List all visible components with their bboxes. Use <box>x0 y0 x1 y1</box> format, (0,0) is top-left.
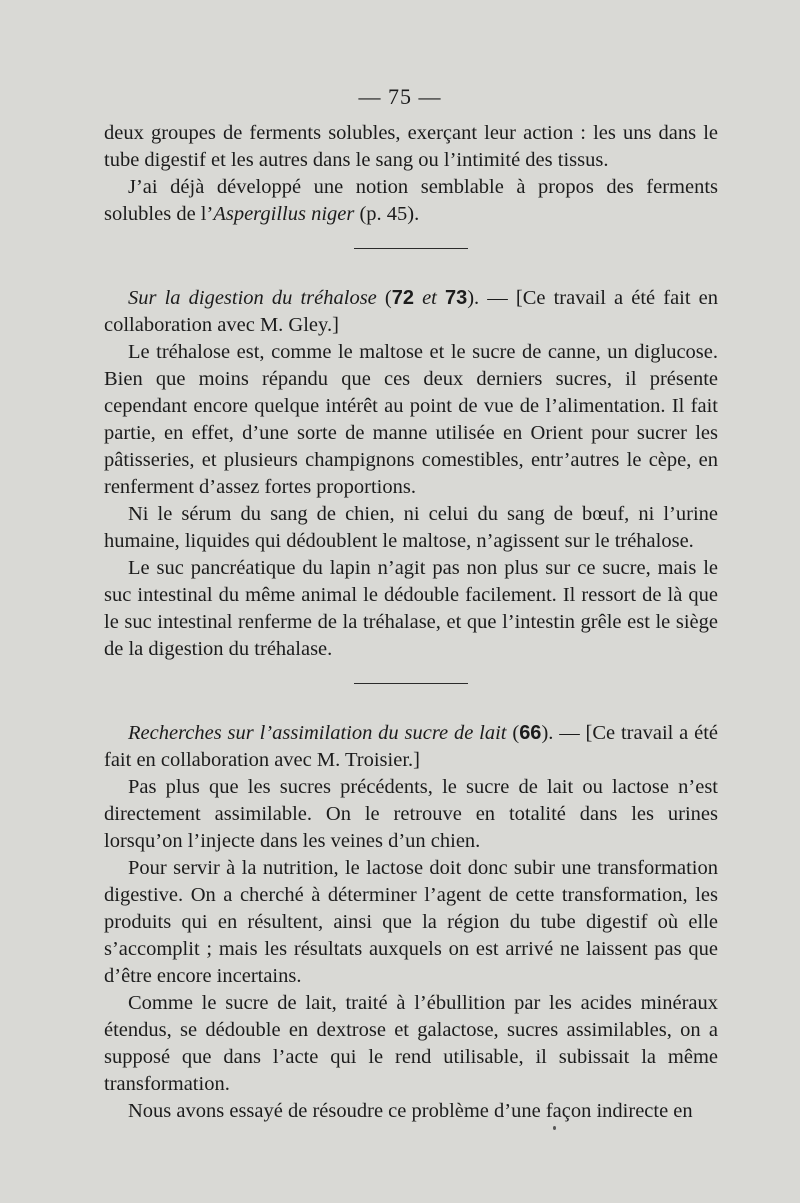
section-1-ref-et: et <box>413 287 445 309</box>
section-2-ref-66: 66 <box>519 722 542 744</box>
section-1-title: Sur la digestion du tréhalose <box>128 287 377 309</box>
section-1-heading <box>104 285 718 339</box>
species-name: Aspergillus niger <box>213 203 355 225</box>
section-divider <box>354 683 468 684</box>
section-2-title: Recherches sur l’assimilation du sucre de lait <box>128 722 507 744</box>
section-1-note: — [Ce travail a été fait en collaboration avec M. Gley.] <box>104 287 719 336</box>
section-2-paragraph-1: Pas plus que les sucres précédents, le sucre de lait ou lactose n’est directement assimilable. On le retrouve en totalité dans les urines lorsqu’on l’injecte dans les veines d’un chien. <box>104 776 718 852</box>
intro-p2-page-ref: (p. 45). <box>354 203 420 225</box>
section-1-ref-open: ( <box>376 287 392 309</box>
section-2-ref-open: ( <box>506 722 520 744</box>
section-2-paragraph-2: Pour servir à la nutrition, le lactose doit donc subir une transformation digestive. On a cherché à déterminer l’agent de cette transformation, les produits qui en résultent, ainsi que la région du tube digestif où elle s’accomplit ; mais les résultats auxquels on est arrivé ne laissent pas que d’être encore incertains. <box>104 857 718 987</box>
section-1-paragraph-2: Ni le sérum du sang de chien, ni celui du sang de bœuf, ni l’urine humaine, liquides qui dédoublent le maltose, n’agissent sur le tréhalose. <box>104 503 718 552</box>
page-body <box>104 120 718 1125</box>
intro-paragraph-1: deux groupes de ferments solubles, exerçant leur action : les uns dans le tube digestif et les autres dans le sang ou l’intimité des tissus. <box>104 122 718 171</box>
paper-speck <box>553 1126 556 1130</box>
section-1-paragraph-1: Le tréhalose est, comme le maltose et le sucre de canne, un diglucose. Bien que moins répandu que ces deux derniers sucres, il présente cependant encore quelque intérêt au point de vue de l’alimentation. Il fait partie, en effet, d’une sorte de manne utilisée en Orient pour sucrer les pâtisseries, et plusieurs champignons comestibles, entr’autres le cèpe, en renferment d’assez fortes proportions. <box>104 341 718 498</box>
section-2-heading <box>104 720 718 774</box>
intro-p2-text: J’ai déjà développé une notion semblable à propos des ferments solubles de l’ <box>104 176 718 225</box>
page-number: — 75 — <box>358 84 442 109</box>
section-1-ref-73: 73 <box>444 287 468 309</box>
section-2-note: — [Ce travail a été fait en collaboration avec M. Troisier.] <box>104 722 719 771</box>
section-divider <box>354 248 468 249</box>
section-1-ref-72: 72 <box>391 287 414 309</box>
intro-paragraph-2 <box>104 174 718 228</box>
section-2-paragraph-3: Comme le sucre de lait, traité à l’ébullition par les acides minéraux étendus, se dédouble en dextrose et galactose, sucres assimilables, on a supposé que dans l’acte qui le rend utilisable, il subissait la même transformation. <box>104 992 718 1095</box>
section-2-ref-close: ). <box>541 722 554 744</box>
section-1-paragraph-3: Le suc pancréatique du lapin n’agit pas non plus sur ce sucre, mais le suc intestinal du même animal le dédouble facilement. Il ressort de là que le suc intestinal renferme de la tréhalase, et que l’intestin grêle est le siège de la digestion du tréhalase. <box>104 557 718 660</box>
section-2-paragraph-4: Nous avons essayé de résoudre ce problème d’une façon indirecte en <box>128 1100 693 1122</box>
section-1-ref-close: ). <box>467 287 480 309</box>
